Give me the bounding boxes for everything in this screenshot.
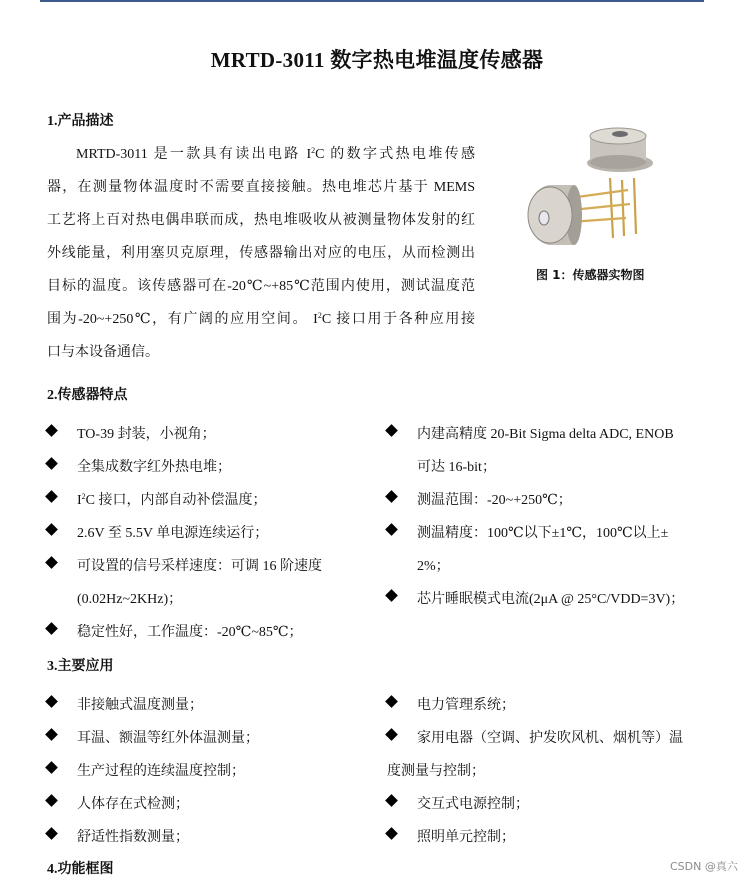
diamond-bullet-icon bbox=[385, 490, 398, 503]
section-heading-block-diagram: 4.功能框图 bbox=[47, 862, 114, 877]
applications-left-list: 非接触式温度测量； 耳温、额温等红外体温测量； 生产过程的连续温度控制； 人体存在式检测； 舒适性指数测量； bbox=[47, 694, 367, 854]
diamond-bullet-icon bbox=[45, 424, 58, 437]
diamond-bullet-icon bbox=[385, 523, 398, 536]
paragraph-line: 工艺将上百对热电偶串联而成，热电堆吸收从被测量物体发射的红 bbox=[47, 213, 475, 228]
diamond-bullet-icon bbox=[45, 457, 58, 470]
diamond-bullet-icon bbox=[385, 794, 398, 807]
diamond-bullet-icon bbox=[45, 728, 58, 741]
diamond-bullet-icon bbox=[45, 827, 58, 840]
diamond-bullet-icon bbox=[45, 794, 58, 807]
applications-right-list: 电力管理系统； 家用电器（空调、护发吹风机、烟机等）温 度测量与控制； 交互式电源控制； 照明单元控制； bbox=[387, 694, 717, 854]
section-heading-product-description: 1.产品描述 bbox=[47, 114, 114, 129]
product-description-paragraph bbox=[47, 138, 475, 369]
document-title: MRTD-3011 数字热电堆温度传感器 bbox=[210, 48, 544, 72]
sensor-photo bbox=[510, 118, 690, 288]
features-right-list: 内建高精度 20-Bit Sigma delta ADC, ENOB 可达 16-bit； 测温范围：-20~+250℃； 测温精度：100℃以下±1℃，100℃以上± 2%； 芯片睡眠模式电流(2μA @ 25°C/VDD=3V)； bbox=[387, 423, 707, 623]
paragraph-line: 外线能量，利用塞贝克原理，传感器输出对应的电压，从而检测出 bbox=[47, 246, 475, 261]
top-rule bbox=[40, 0, 704, 2]
section-heading-sensor-features: 2.传感器特点 bbox=[47, 388, 128, 403]
diamond-bullet-icon bbox=[385, 827, 398, 840]
diamond-bullet-icon bbox=[385, 589, 398, 602]
diamond-bullet-icon bbox=[45, 523, 58, 536]
features-left-list: TO-39 封装，小视角； 全集成数字红外热电堆； $I^2C$ 接口，内部自动补偿温度； 2.6V 至 5.5V 单电源连续运行； 可设置的信号采样速度：可调 16 阶速度 (0.02Hz~2KHz)； 稳定性好，工作温度：-20℃~85℃； bbox=[47, 423, 367, 643]
diamond-bullet-icon bbox=[45, 695, 58, 708]
watermark: CSDN @真六 bbox=[670, 860, 738, 873]
paragraph-line: 目标的温度。该传感器可在-20℃~+85℃范围内使用，测试温度范 bbox=[47, 279, 475, 294]
diamond-bullet-icon bbox=[45, 556, 58, 569]
diamond-bullet-icon bbox=[45, 761, 58, 774]
diamond-bullet-icon bbox=[385, 728, 398, 741]
section-heading-applications: 3.主要应用 bbox=[47, 659, 114, 674]
paragraph-line: 器，在测量物体温度时不需要直接接触。热电堆芯片基于 MEMS bbox=[47, 180, 475, 195]
diamond-bullet-icon bbox=[385, 695, 398, 708]
paragraph-line: MRTD-3011 是一款具有读出电路 $I^2C$ 的数字式热电堆传感 bbox=[76, 146, 475, 162]
diamond-bullet-icon bbox=[45, 622, 58, 635]
diamond-bullet-icon bbox=[45, 490, 58, 503]
figure-caption: 图 1：传感器实物图 bbox=[536, 268, 645, 282]
paragraph-line: 口与本设备通信。 bbox=[47, 345, 159, 360]
paragraph-line: 围为-20~+250℃，有广阔的应用空间。 $I^2C$ 接口用于各种应用接 bbox=[47, 311, 475, 327]
diamond-bullet-icon bbox=[385, 424, 398, 437]
